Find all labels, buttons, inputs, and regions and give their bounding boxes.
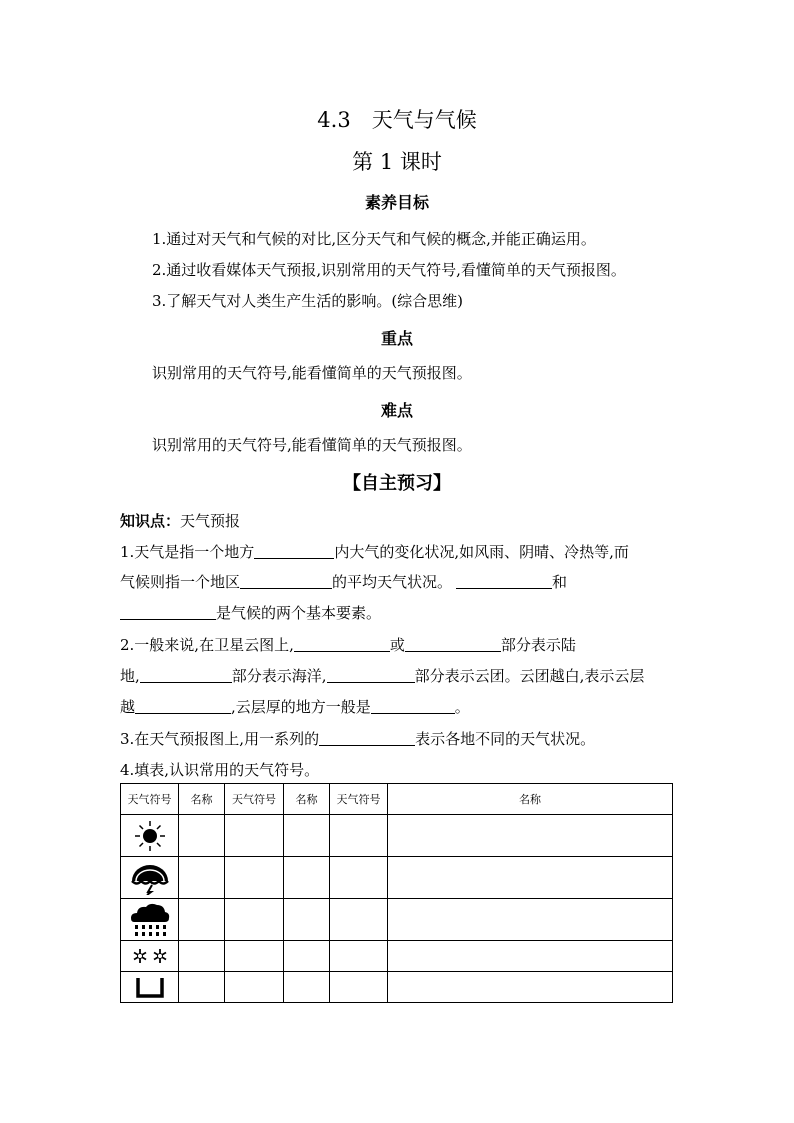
- answer-cell[interactable]: [388, 857, 673, 899]
- goals-heading: 素养目标: [364, 193, 429, 212]
- sun-icon: [133, 819, 167, 853]
- table-row: [121, 857, 673, 899]
- q1-text: 气候则指一个地区: [120, 573, 241, 591]
- answer-blank[interactable]: [294, 636, 390, 652]
- table-header: 名称: [179, 784, 225, 815]
- q2-text: 部分表示海洋,: [231, 667, 327, 685]
- question-4: 4.填表,认识常用的天气符号。: [120, 761, 320, 779]
- key-point-heading: 重点: [380, 329, 413, 348]
- answer-blank[interactable]: [135, 698, 231, 714]
- answer-cell[interactable]: [179, 857, 225, 899]
- q2-text: 部分表示陆: [500, 636, 576, 654]
- symbol-cell: [330, 815, 388, 857]
- q3-text: 3.在天气预报图上,用一系列的: [120, 730, 320, 748]
- key-point-text: 识别常用的天气符号,能看懂简单的天气预报图。: [152, 364, 472, 382]
- symbol-cell: [330, 899, 388, 941]
- answer-cell[interactable]: [179, 972, 225, 1003]
- answer-cell[interactable]: [179, 815, 225, 857]
- symbol-cell: [121, 972, 179, 1003]
- symbol-cell: [121, 857, 179, 899]
- q2-text: 地,: [120, 667, 140, 685]
- question-2-line-1: [120, 634, 576, 655]
- thunderstorm-icon: [129, 861, 171, 895]
- answer-cell[interactable]: [388, 972, 673, 1003]
- question-1-line-2: [120, 571, 567, 592]
- table-row: [121, 972, 673, 1003]
- knowledge-point: [120, 510, 240, 531]
- weather-symbol-table: [120, 783, 673, 1003]
- answer-blank[interactable]: [140, 667, 232, 683]
- symbol-cell: [225, 857, 284, 899]
- answer-blank[interactable]: [371, 698, 455, 714]
- sandstorm-icon: [133, 975, 167, 999]
- q2-text: ,云层厚的地方一般是: [231, 698, 371, 716]
- answer-blank[interactable]: [405, 636, 501, 652]
- q2-text: 越: [120, 698, 136, 716]
- answer-blank[interactable]: [120, 604, 216, 620]
- q1-text: 1.天气是指一个地方: [120, 543, 255, 561]
- knowledge-label: 知识点：: [120, 512, 181, 530]
- answer-cell[interactable]: [388, 815, 673, 857]
- difficult-point-text: 识别常用的天气符号,能看懂简单的天气预报图。: [152, 436, 472, 454]
- goal-item: 3.了解天气对人类生产生活的影响。(综合思维): [152, 292, 464, 310]
- answer-blank[interactable]: [240, 573, 332, 589]
- answer-cell[interactable]: [388, 941, 673, 972]
- difficult-point-heading: 难点: [380, 401, 413, 420]
- q2-text: 部分表示云团。云团越白,表示云层: [414, 667, 645, 685]
- question-3: [120, 728, 595, 749]
- snow-icon: [130, 946, 170, 966]
- table-header: 天气符号: [330, 784, 388, 815]
- answer-cell[interactable]: [284, 899, 330, 941]
- knowledge-topic: 天气预报: [180, 512, 241, 530]
- q2-text: 。: [454, 698, 470, 716]
- answer-cell[interactable]: [388, 899, 673, 941]
- symbol-cell: [121, 815, 179, 857]
- symbol-cell: [225, 972, 284, 1003]
- question-1-line-3: [120, 602, 381, 623]
- goal-item: 1.通过对天气和气候的对比,区分天气和气候的概念,并能正确运用。: [152, 230, 596, 248]
- table-row: [121, 899, 673, 941]
- q3-text: 表示各地不同的天气状况。: [415, 730, 596, 748]
- page-subtitle: 第 1 课时: [352, 150, 442, 174]
- symbol-cell: [330, 857, 388, 899]
- answer-cell[interactable]: [179, 941, 225, 972]
- q2-text: 或: [389, 636, 405, 654]
- q1-text: 的平均天气状况。: [332, 573, 453, 591]
- heavy-rain-icon: [129, 902, 171, 938]
- answer-cell[interactable]: [284, 941, 330, 972]
- q1-text: 和: [552, 573, 568, 591]
- answer-cell[interactable]: [284, 857, 330, 899]
- table-row: [121, 941, 673, 972]
- q2-text: 2.一般来说,在卫星云图上,: [120, 636, 294, 654]
- question-2-line-2: [120, 665, 644, 686]
- question-2-line-3: [120, 696, 470, 717]
- answer-blank[interactable]: [327, 667, 415, 683]
- symbol-cell: [121, 941, 179, 972]
- table-header: 名称: [284, 784, 330, 815]
- table-header: 名称: [388, 784, 673, 815]
- goal-item: 2.通过收看媒体天气预报,识别常用的天气符号,看懂简单的天气预报图。: [152, 261, 626, 279]
- preview-heading: 【自主预习】: [343, 473, 451, 494]
- table-header: 天气符号: [225, 784, 284, 815]
- symbol-cell: [121, 899, 179, 941]
- question-1-line-1: [120, 541, 629, 562]
- answer-cell[interactable]: [284, 815, 330, 857]
- symbol-cell: [225, 941, 284, 972]
- symbol-cell: [225, 899, 284, 941]
- symbol-cell: [225, 815, 284, 857]
- answer-blank[interactable]: [456, 573, 552, 589]
- answer-cell[interactable]: [284, 972, 330, 1003]
- symbol-cell: [330, 941, 388, 972]
- answer-blank[interactable]: [254, 543, 334, 559]
- table-row: [121, 815, 673, 857]
- answer-cell[interactable]: [179, 899, 225, 941]
- q1-text: 内大气的变化状况,如风雨、阴晴、冷热等,而: [334, 543, 629, 561]
- answer-blank[interactable]: [319, 730, 415, 746]
- table-header-row: [121, 784, 673, 815]
- symbol-cell: [330, 972, 388, 1003]
- q1-text: 是气候的两个基本要素。: [216, 604, 382, 622]
- table-header: 天气符号: [121, 784, 179, 815]
- page-title: 4.3 天气与气候: [317, 108, 477, 132]
